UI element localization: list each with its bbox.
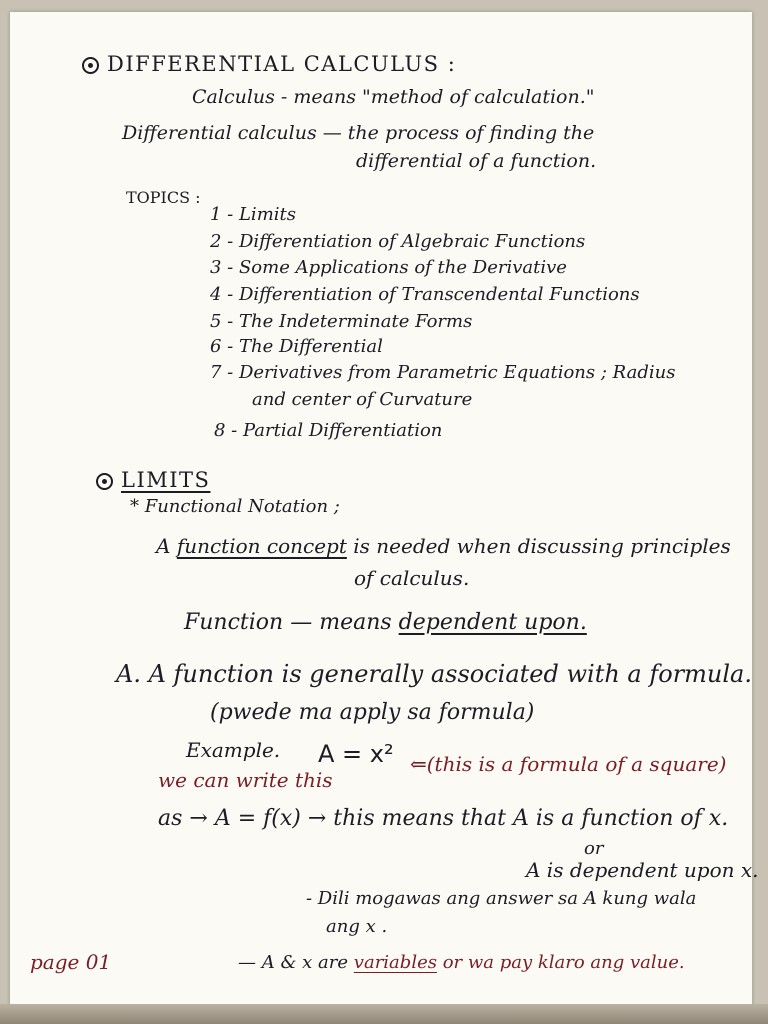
topic-item: 7 - Derivatives from Parametric Equations ; Radius bbox=[210, 362, 676, 383]
point-a-note: (pwede ma apply sa formula) bbox=[210, 700, 535, 725]
bisaya-note-line-1: - Dili mogawas ang answer sa A kung wala bbox=[306, 888, 697, 909]
topic-item: 1 - Limits bbox=[210, 204, 296, 225]
or-label: or bbox=[584, 838, 604, 859]
function-concept-line-2: of calculus. bbox=[354, 566, 470, 590]
heading-limits: LIMITS bbox=[96, 468, 210, 492]
dependent-upon-line: A is dependent upon x. bbox=[526, 858, 759, 882]
dependent-upon-term: dependent upon. bbox=[398, 610, 587, 635]
circle-bullet-icon bbox=[96, 473, 113, 490]
function-concept-term: function concept bbox=[176, 534, 347, 558]
page-bottom-edge bbox=[0, 1004, 768, 1024]
differential-calculus-definition-line-1: Differential calculus — the process of finding the bbox=[122, 122, 595, 144]
function-concept-line-1: A function concept is needed when discussing principles bbox=[156, 534, 731, 558]
topic-item: 3 - Some Applications of the Derivative bbox=[210, 257, 567, 278]
example-comment: ⇐(this is a formula of a square) bbox=[410, 752, 727, 776]
circle-bullet-icon bbox=[82, 57, 99, 74]
functional-notation-label: * Functional Notation ; bbox=[130, 496, 340, 517]
topic-item: 2 - Differentiation of Algebraic Functions bbox=[210, 231, 586, 252]
write-this-text: we can write this bbox=[158, 768, 333, 792]
page-number: page 01 bbox=[30, 950, 112, 974]
function-definition: Function — means dependent upon. bbox=[184, 610, 587, 635]
topic-item: 5 - The Indeterminate Forms bbox=[210, 311, 473, 332]
differential-calculus-definition-line-2: differential of a function. bbox=[356, 150, 597, 172]
topics-label: TOPICS : bbox=[126, 188, 201, 207]
point-a: A. A function is generally associated with a formula. bbox=[116, 660, 752, 688]
topic-item: 8 - Partial Differentiation bbox=[214, 420, 443, 441]
topic-item: 4 - Differentiation of Transcendental Functions bbox=[210, 284, 640, 305]
heading-differential-calculus: DIFFERENTIAL CALCULUS : bbox=[82, 52, 456, 76]
variables-note: — A & x are variables or wa pay klaro ang value. bbox=[238, 952, 685, 973]
example-formula: A = x² bbox=[318, 740, 394, 768]
topic-item-continuation: and center of Curvature bbox=[252, 389, 473, 410]
variables-term: variables bbox=[353, 952, 437, 973]
bisaya-note-line-2: ang x . bbox=[326, 916, 388, 937]
example-label: Example. bbox=[186, 738, 281, 762]
function-notation-example: as → A = f(x) → this means that A is a function of x. bbox=[158, 806, 729, 831]
topic-item: 6 - The Differential bbox=[210, 336, 383, 357]
calculus-definition: Calculus - means "method of calculation." bbox=[192, 86, 595, 108]
